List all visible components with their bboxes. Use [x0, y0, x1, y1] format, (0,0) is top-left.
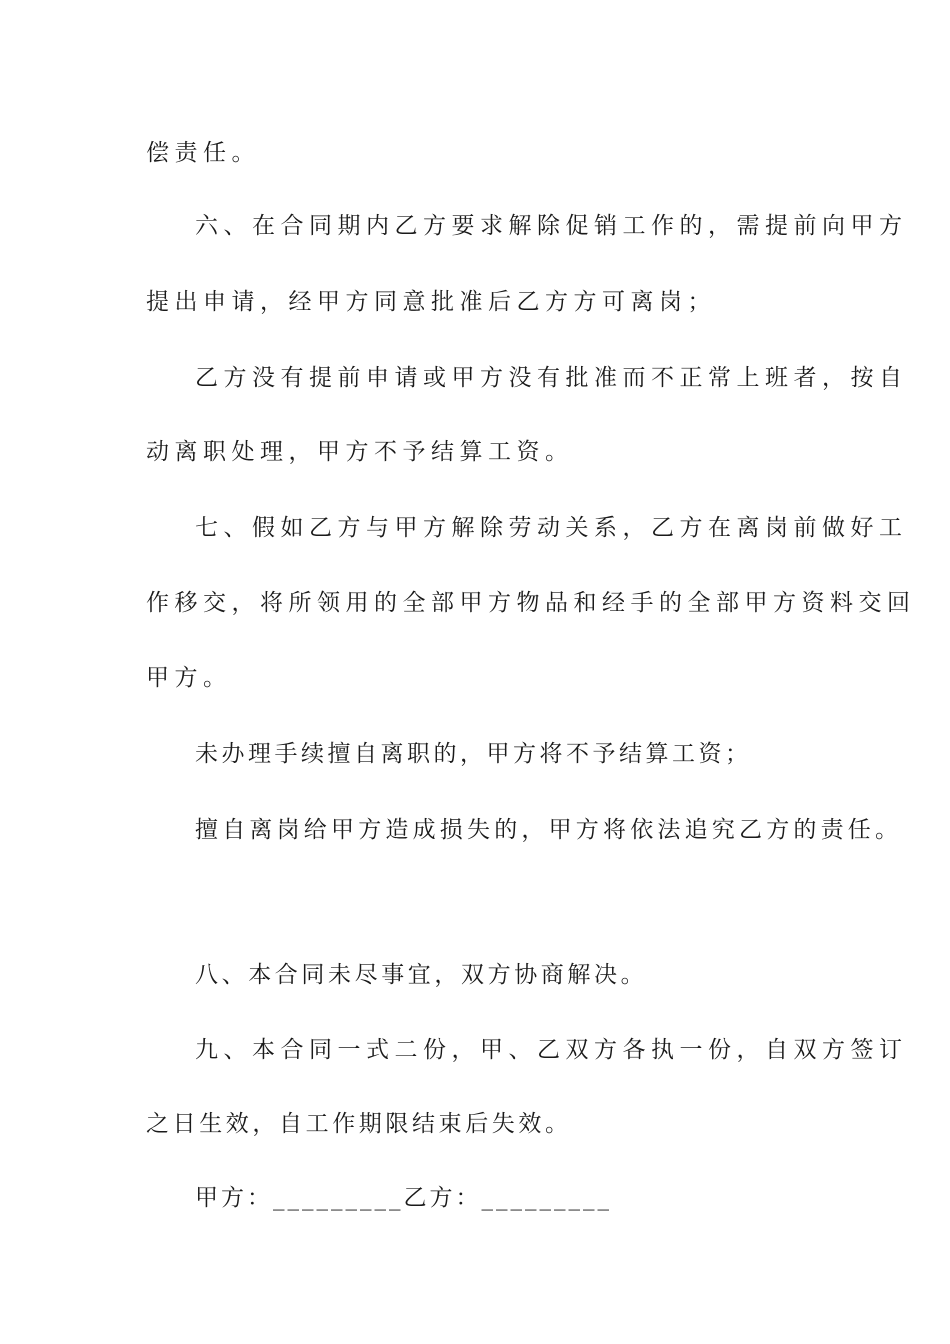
clause-6-line-1: 六、在合同期内乙方要求解除促销工作的，需提前向甲方 [195, 213, 908, 239]
text-line-continuation: 偿责任。 [146, 140, 260, 166]
clause-7-line-3: 甲方。 [146, 665, 232, 691]
clause-9-line-1: 九、本合同一式二份，甲、乙双方各执一份，自双方签订 [195, 1037, 908, 1063]
clause-7-line-1: 七、假如乙方与甲方解除劳动关系，乙方在离岗前做好工 [195, 515, 908, 541]
clause-6-para-2-line-2: 动离职处理，甲方不予结算工资。 [146, 439, 574, 465]
clause-6-para-2-line-1: 乙方没有提前申请或甲方没有批准而不正常上班者，按自 [195, 365, 908, 391]
signature-line: 甲方：_________乙方：_________ [195, 1185, 612, 1211]
clause-7-line-2: 作移交，将所领用的全部甲方物品和经手的全部甲方资料交回 [146, 590, 916, 616]
clause-9-line-2: 之日生效，自工作期限结束后失效。 [146, 1111, 572, 1137]
clause-7-para-3: 擅自离岗给甲方造成损失的，甲方将依法追究乙方的责任。 [195, 817, 903, 843]
clause-7-para-2: 未办理手续擅自离职的，甲方将不予结算工资； [195, 741, 752, 767]
clause-6-line-2: 提出申请，经甲方同意批准后乙方方可离岗； [146, 289, 716, 315]
clause-8: 八、本合同未尽事宜，双方协商解决。 [195, 962, 648, 988]
